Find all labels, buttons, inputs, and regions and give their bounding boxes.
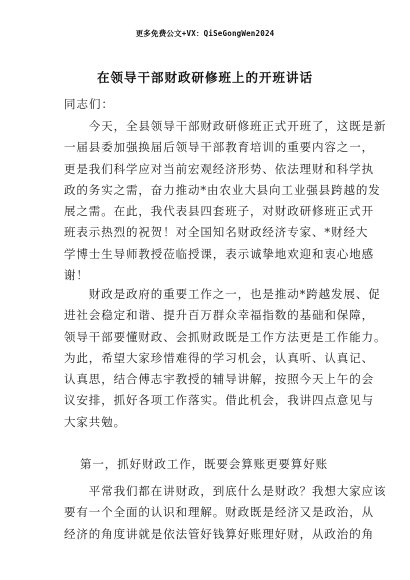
paragraph-line: 要有一个全面的认识和理解。财政既是经济又是政治，从 (64, 505, 374, 520)
paragraph-line: 大家共勉。 (64, 414, 126, 429)
paragraph-line: 政的务实之需，奋力推动*由农业大县向工业强县跨越的发 (64, 182, 381, 197)
paragraph-line: 领导干部要懂财政、会抓财政既是工作方法更是工作能力。 (64, 329, 387, 344)
paragraph-line: 平常我们都在讲财政，到底什么是财政？我想大家应该 (64, 484, 387, 498)
paragraph-line: 班表示热烈的祝贺！对全国知名财政经济专家、*财经大 (64, 225, 369, 240)
paragraph-line: 今天，全县领导干部财政研修班正式开班了，这既是新 (64, 119, 387, 133)
paragraph-line: 经济的角度讲就是依法管好钱算好账理好财，从政治的角 (64, 526, 374, 541)
paragraph-1 (64, 116, 387, 286)
paragraph-line: 谢！ (64, 268, 89, 283)
document-title: 在领导干部财政研修班上的开班讲话 (96, 70, 313, 85)
salutation: 同志们： (64, 97, 114, 111)
section-heading-1: 第一，抓好财政工作，既要会算账更要算好账 (80, 457, 328, 471)
paragraph-line: 进社会稳定和谐、提升百万群众幸福指数的基础和保障， (64, 308, 374, 323)
paragraph-line: 一届县委加强换届后领导干部教育培训的重要内容之一， (64, 140, 374, 155)
paragraph-line: 更是我们科学应对当前宏观经济形势、依法理财和科学执 (64, 161, 374, 176)
paragraph-line: 认真思，结合傅志宇教授的辅导讲解，按照今天上午的会 (64, 372, 374, 387)
paragraph-line: 学博士生导师教授莅临授课，表示诚挚地欢迎和衷心地感 (64, 246, 374, 261)
paragraph-line: 议安排，抓好各项工作落实。借此机会，我讲四点意见与 (64, 393, 374, 408)
header-note: 更多免费公文+VX：QiSeGongWen2024 (135, 29, 275, 38)
paragraph-3 (64, 481, 387, 545)
paragraph-line: 为此，希望大家珍惜难得的学习机会，认真听、认真记、 (64, 350, 374, 365)
paragraph-line: 展之需。在此，我代表县四套班子，对财政研修班正式开 (64, 204, 374, 219)
paragraph-2 (64, 284, 387, 433)
paragraph-line: 财政是政府的重要工作之一，也是推动*跨越发展、促 (64, 287, 381, 301)
